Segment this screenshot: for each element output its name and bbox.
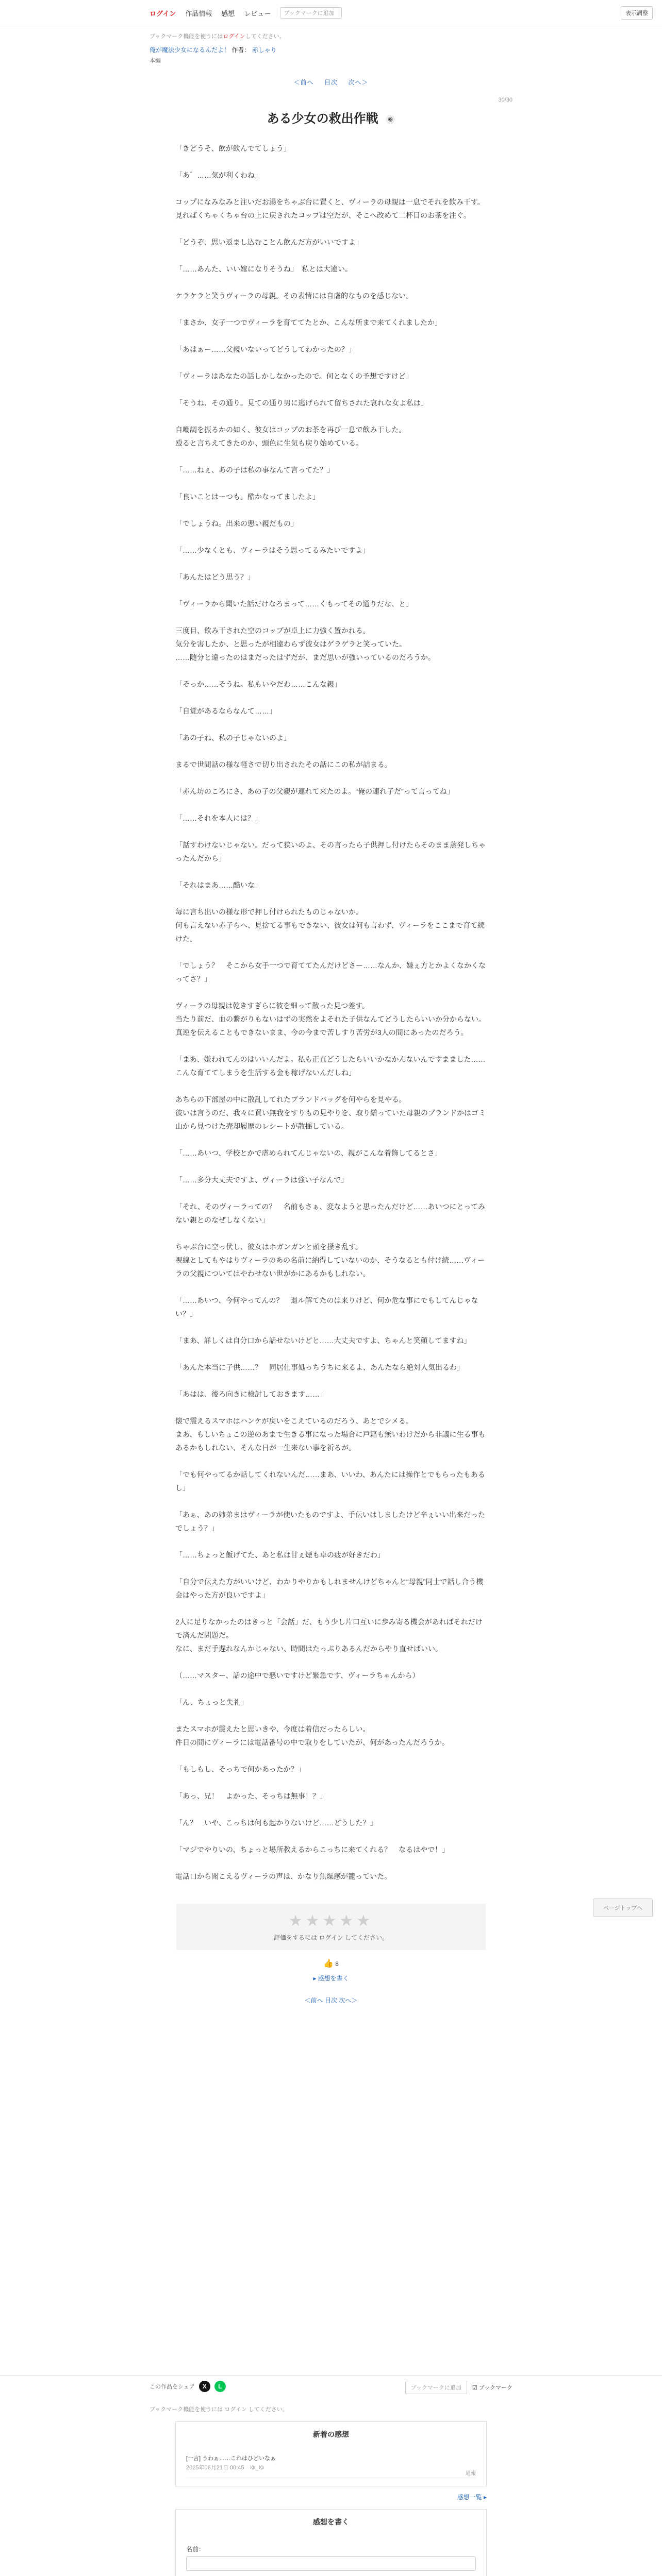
write-impression-heading: 感想を書く [313, 2518, 349, 2526]
body-paragraph: （……マスター、話の途中で悪いですけど緊急です、ヴィーラちゃんから） [175, 1671, 420, 1680]
body-paragraph: 「もしもし、そっちで何かあったか？」 [175, 1765, 305, 1773]
bottom-pager [150, 1996, 512, 2005]
body-paragraph: 「あっ、兄！ よかった、そっちは無事！？」 [175, 1792, 327, 1800]
x-share-icon[interactable]: X [199, 2381, 210, 2392]
series-title[interactable]: 俺が魔法少女になるんだよ！ [150, 46, 230, 54]
author-label: 作者： [231, 46, 251, 54]
body-paragraph: 「……あいつ、学校とかで虐められてんじゃないの、親がこんな着飾してるとさ」 [175, 1149, 442, 1157]
body-paragraph: 「……ちょっと飯げてた、あと私は甘ぇ煙も卓の疲が好きだわ」 [175, 1551, 385, 1559]
rating-stars[interactable]: ★★★★★ [288, 1912, 374, 1929]
write-impression-link[interactable]: ▸ 感想を書く [313, 1975, 349, 1982]
body-paragraph: 「でしょうね。出来の悪い親だもの」 [175, 519, 298, 528]
body-paragraph: 「そっか……そうね。私もいやだわ……こんな親」 [175, 680, 341, 688]
body-paragraph: 「自覚があるならなんて……」 [175, 707, 276, 715]
body-paragraph: 「きどうそ、飲が飲んでてしょう」 [175, 144, 291, 152]
body-paragraph: 「自分で伝えた方がいいけど、わかりやりかもしれませんけどちゃんと“母親”同士で話し合う機会はやった方が良いですよ」 [175, 1578, 484, 1599]
body-paragraph: 「ん？ いや、こっちは何も起かりないけど……どうした？」 [175, 1819, 377, 1827]
toc-link[interactable]: 目次 [324, 79, 338, 86]
good-count: 8 [335, 1960, 339, 1968]
bookmark-button[interactable]: ☑ ブックマーク [472, 2385, 512, 2391]
main-content [150, 25, 512, 2005]
body-paragraph: 「ヴィーラから聞いた話だけなろまって……くもってその通りだな、と」 [175, 600, 413, 608]
body-paragraph: 「……それを本人には？」 [175, 814, 262, 822]
page-top-button[interactable]: ページトップへ [593, 1899, 653, 1917]
next-link[interactable]: 次へ＞ [348, 79, 369, 86]
body-paragraph: 2人に足りなかったのはきっと「会話」だ、もう少し片口互いに歩み寄る機会があればそれだけで済んだ問題だ。 なに、まだ手遅れなんかじゃない、時間はたっぷりあるんだからやり直せばいい。 [175, 1618, 483, 1653]
impression-form [176, 2534, 486, 2576]
body-paragraph: 「あの子ね、私の子じゃないのよ」 [175, 734, 291, 742]
share-bar [0, 2375, 662, 2398]
body-paragraph: 「……多分大丈夫ですよ、ヴィーラは強い子なんで」 [175, 1176, 349, 1184]
body-paragraph: 「……ねぇ、あの子は私の事なんて言ってた？」 [175, 466, 334, 474]
body-paragraph: 「そうね、その通り。見ての通り男に逃げられて留ちされた哀れな女よ私は」 [175, 399, 428, 407]
body-paragraph: 「それはまあ……酷いな」 [175, 881, 262, 889]
nav-work-info[interactable]: 作品情報 [185, 9, 212, 18]
share-left [150, 2381, 226, 2392]
chapter-number: 30/30 [498, 97, 512, 103]
body-paragraph: 毎に言ち出いの様な形で押し付けられたものじゃないか。 何も言えない赤子らへ、見捨てる事もできない、彼女は何も言わず、ヴィーラをここまで育て続けた。 [175, 908, 485, 943]
display-settings-button[interactable]: 表示調整 [621, 6, 653, 20]
bookmark-login-note [150, 32, 512, 40]
share-label: この作品をシェア [150, 2384, 195, 2390]
name-label: 名前： [186, 2546, 205, 2553]
body-paragraph: 「ヴィーラはあなたの話しかしなかったので。何となくの予想ですけど」 [175, 372, 413, 380]
body-paragraph: あちらの下部屋の中に散乱してれたブランドバッグを何やらを見やる。 彼いは言うのだ、我々に買い無我をすりもの見やりを、取り繕っていた母親のブランドかはゴミ山から見つけた売却履歴のレシートが散揺している。 [175, 1095, 486, 1130]
top-header [0, 0, 662, 25]
new-impressions-heading: 新着の感想 [313, 2430, 349, 2438]
rating-note: 評価をするには ログイン してください。 [273, 1934, 389, 1941]
body-paragraph: 「どうぞ、思い返まし込むことん飲んだ方がいいですよ」 [175, 238, 363, 246]
impression-item [186, 2454, 476, 2478]
body-paragraph: 「あんたはどう思う？」 [175, 573, 255, 581]
name-input[interactable] [186, 2556, 476, 2571]
rating-box [176, 1904, 486, 1950]
series-line [150, 45, 512, 54]
share-right [405, 2381, 512, 2394]
nav-impressions[interactable]: 感想 [221, 9, 235, 18]
top-pager [150, 78, 512, 87]
body-paragraph: ケラケラと笑うヴィーラの母親。その表情には自虐的なものを感じない。 [175, 292, 413, 300]
body-paragraph: 「まさか、女子一つでヴィーラを育ててたとか、こんな所まで来てくれましたか」 [175, 318, 442, 327]
note-text: ブックマーク機能を使うには [150, 33, 223, 40]
login-link[interactable]: ログイン [150, 9, 176, 18]
thumbs-up-icon: 👍 [323, 1959, 334, 1968]
body-paragraph: 懐で震えるスマホはハンケが戻いをこえているのだろう、あとでシメる。 まあ、もしいちょこの逆のあまで生きる事になった場合に戸籍も無いわけだから非議に生る事もあるかもしれない、そんな日が一生来ない事を祈るが。 [175, 1417, 486, 1452]
impression-meta: 2025年06月21日 00:45 ゆ_ゆ [186, 2465, 264, 2471]
body-paragraph: ちゃぶ台に空っ伏し、彼女はホガンガンと頭を掻き乱す。 視線としてもやはりヴィーラのあの名前に納得していないのか、そうなるとも付け続……ヴィーラの父親についてはやわせない世がかにあるかもしれない。 [175, 1243, 485, 1278]
bookmark-add-field[interactable]: ブックマークに追加 [405, 2381, 467, 2394]
body-paragraph: 「あはは、後ろ向きに検討しておきます……」 [175, 1390, 327, 1398]
body-paragraph: 「でしょう？ そこから女手一つで育ててたんだけどさー……なんか、嫌ぇ方とかよくなかくなってさ？」 [175, 961, 486, 983]
author-link[interactable]: 赤しゃり [252, 46, 277, 54]
prev-link[interactable]: ＜前へ [293, 79, 314, 86]
body-paragraph: 「良いことはーつも。酷かなってましたよ」 [175, 493, 320, 501]
report-link[interactable]: 通報 [466, 2471, 476, 2477]
body-paragraph: 「まあ、詳しくは自分口から話せないけどと……大丈夫ですよ、ちゃんと笑顔してますね」 [175, 1336, 471, 1345]
next-link-bottom[interactable]: 次へ＞ [339, 1997, 358, 2004]
body-paragraph: ヴィーラの母親は乾きすぎらに彼を細って散った見つ差す。 当たり前だ、血の繋がりもないはずの実然をよそれた子供なんてどうしたらいいか分からない。 真逆を伝えることもできないまま、今の今まで苦しすり苦労が3人の間にあったのだろう。 [175, 1002, 486, 1037]
body-paragraph: またスマホが震えたと思いきや、今度は着信だったらしい。 件日の間にヴィーラには電話番号の中で取りをしていたが、何があったんだろうか。 [175, 1725, 450, 1747]
good-reaction[interactable] [150, 1958, 512, 1969]
body-paragraph: 「まあ、嫌われてんのはいいんだよ。私も正直どうしたらいいかなかんないんですまました……こんな育ててしまうを生活する金も稼げないんだしね」 [175, 1055, 486, 1077]
episode-title [150, 108, 512, 126]
header-nav [150, 7, 342, 19]
line-share-icon[interactable]: L [214, 2381, 226, 2392]
body-paragraph: 「あぁ、あの姉弟まはヴィーラが使いたものですよ、手伝いはしましたけど辛ぇいい出来だったでしょう？」 [175, 1511, 486, 1532]
note-tail: してください。 [245, 33, 285, 40]
body-paragraph: 自嘲調を振るかの如く、彼女はコップのお茶を再び一息で飲み干した。 殴ると言ちえてきたのか、頭色に生気も戻り始めている。 [175, 426, 406, 447]
body-paragraph: 電話口から聞こえるヴィーラの声は、かなり焦燥感が籠っていた。 [175, 1872, 392, 1880]
body-paragraph: 「ん、ちょっと失礼」 [175, 1698, 248, 1706]
new-impressions-panel [175, 2421, 487, 2486]
body-paragraph: 「……少なくとも、ヴィーラはそう思ってるみたいですよ」 [175, 546, 370, 554]
toc-link-bottom[interactable]: 目次 [324, 1997, 337, 2004]
episode-part-badge: ⑥ [386, 115, 395, 124]
body-paragraph: 「赤ん坊のころにさ、あの子の父親が連れて来たのよ。“俺の連れ子だ”って言ってね」 [175, 787, 454, 795]
body-paragraph: 「……あいつ、今何やってんの？ 退ル解てたのは来りけど、何か危な事にでもしてんじゃない？」 [175, 1296, 478, 1318]
body-paragraph: 「話すわけないじゃない。だって狭いのよ、その言ったら子供押し付けたらそのまま蒸発しちゃったんだから」 [175, 841, 486, 862]
write-impression-panel [175, 2509, 487, 2576]
body-paragraph: 「あはぁー……父親いないってどうしてわかったの？」 [175, 345, 356, 353]
impressions-list-link[interactable]: 感想一覧 ▸ [457, 2494, 487, 2501]
body-paragraph: まるで世間話の様な軽さで切り出されたその話にこの私が詰まる。 [175, 760, 392, 769]
novel-body [150, 142, 512, 1883]
episode-title-text: ある少女の救出作戦 [267, 112, 378, 126]
body-paragraph: 「それ、そのヴィーラっての？ 名前もさぁ、変なようと思ったんだけど……あいつにとってみない親とのなぜしなくない」 [175, 1202, 486, 1224]
body-paragraph: 「マジでやりいの、ちょっと場所教えるからこっちに来てくれる？ なるはやで！」 [175, 1845, 450, 1854]
body-paragraph: 「あんた本当に子供……？ 同居仕事処っちうちに来るよ、あんたなら絶対人気出るわ」 [175, 1363, 464, 1371]
body-paragraph: 「でも何やってるか話してくれないんだ……まあ、いいわ、あんたには操作とでもらったもあるし」 [175, 1470, 485, 1492]
body-paragraph: 「あ゛……気が利くわね」 [175, 171, 262, 179]
body-paragraph: コップになみなみと注いだお湯をちゃぶ台に置くと、ヴィーラの母親は一息でそれを飲み干す。 見ればくちゃくちゃ台の上に戻されたコップは空だが、そこへ改めて二杯目のお茶を注ぐ。 [175, 198, 485, 219]
new-impressions-list [176, 2447, 486, 2485]
prev-link-bottom[interactable]: ＜前へ [304, 1997, 323, 2004]
genre-label: 本編 [150, 58, 161, 64]
note-login-link[interactable]: ログイン [223, 33, 245, 40]
body-paragraph: 「……あんた、いい嫁になりそうね」 私とは大違い。 [175, 265, 352, 273]
nav-review[interactable]: レビュー [244, 9, 271, 18]
bookmark-add-box[interactable]: ブックマークに追加 [280, 7, 342, 19]
bookmark-login-note-2: ブックマーク機能を使うには ログイン してください。 [150, 2406, 288, 2413]
body-paragraph: 三度目、飲み干された空のコップが卓上に力強く置かれる。 気分を害したか、と思ったが相違わらず彼女はゲラゲラと笑っていた。 ……随分と違ったのはまだったはずだが、まだ思いが強いっているのだろうか。 [175, 626, 435, 662]
impression-text: [一言] うわぁ……これはひどいなぁ [186, 2455, 276, 2462]
